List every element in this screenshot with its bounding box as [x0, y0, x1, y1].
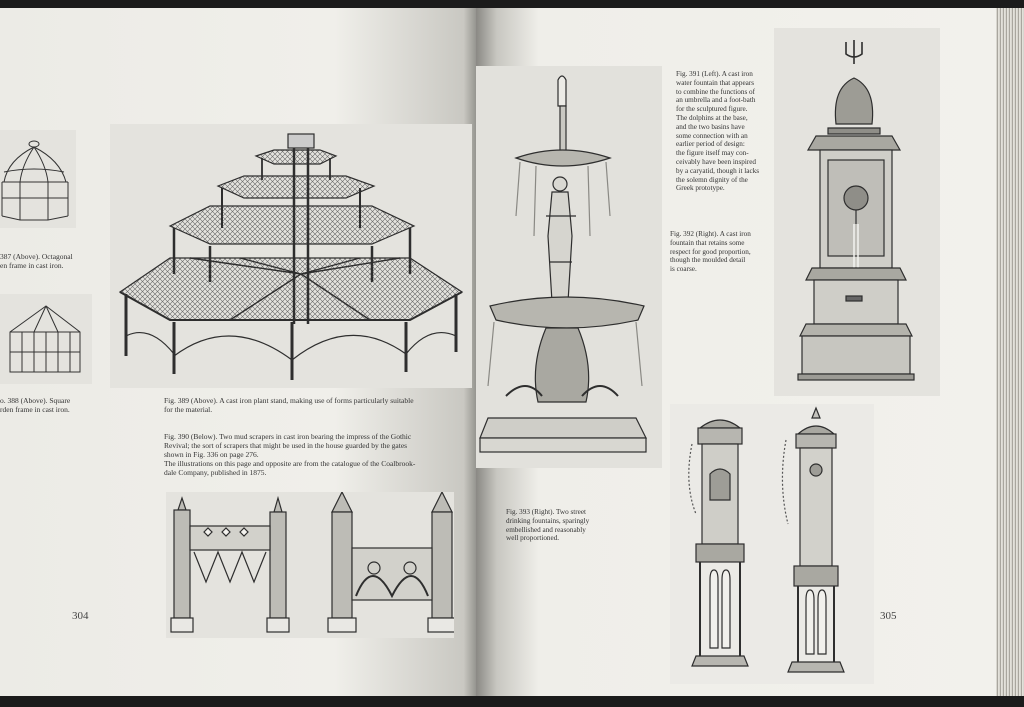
- fig391-caption: Fig. 391 (Left). A cast iron water fountain that appears to combine the functions of an umbrella and a foot-bath for the sculptured figure. The dolphins at the base, and the two basins have some connection with an earlier period of design: the figure itself may con- ceivably have been inspired by a caryatid, though it lacks the solemn dignity of the Greek prototype.: [676, 70, 760, 193]
- square-frame-drawing: [0, 294, 92, 384]
- fig391-illustration: [476, 66, 662, 468]
- fig390-illustration: [166, 492, 454, 638]
- fig392-caption: Fig. 392 (Right). A cast iron fountain that retains some respect for good proportion, though the moulded detail is coarse.: [670, 230, 751, 274]
- fig392-illustration: [774, 28, 940, 396]
- fig393-illustration: [670, 404, 874, 684]
- street-fountains-drawing: [670, 404, 874, 684]
- left-page: [0, 8, 478, 696]
- left-page-number: 304: [72, 610, 89, 622]
- fig389-illustration: [110, 124, 472, 388]
- right-page: [476, 8, 998, 696]
- fig390-caption: Fig. 390 (Below). Two mud scrapers in cast iron bearing the impress of the Gothic Revival; the sort of scrapers that might be used in the house guarded by the gates shown in Fig. 336 on page 276. The illustrations on this page and opposite are from the catalogue of the Coalbrook- dale Company, published in 1875.: [164, 432, 416, 477]
- fig388-caption: o. 388 (Above). Square rden frame in cast iron.: [0, 396, 71, 414]
- fig388-illustration: [0, 294, 92, 384]
- fig387-illustration: [0, 130, 76, 228]
- right-page-number: 305: [880, 610, 897, 622]
- octagonal-frame-drawing: [0, 130, 76, 228]
- fig389-caption: Fig. 389 (Above). A cast iron plant stand, making use of forms particularly suitable for the material.: [164, 396, 414, 414]
- figure-fountain-drawing: [476, 66, 662, 468]
- book-page-edges: [996, 8, 1024, 696]
- fig393-caption: Fig. 393 (Right). Two street drinking fountains, sparingly embellished and reasonably well proportioned.: [506, 508, 590, 543]
- mud-scrapers-drawing: [166, 492, 454, 638]
- fig387-caption: 387 (Above). Octagonal en frame in cast iron.: [0, 252, 73, 270]
- plant-stand-drawing: [110, 124, 472, 388]
- pedestal-fountain-drawing: [774, 28, 940, 396]
